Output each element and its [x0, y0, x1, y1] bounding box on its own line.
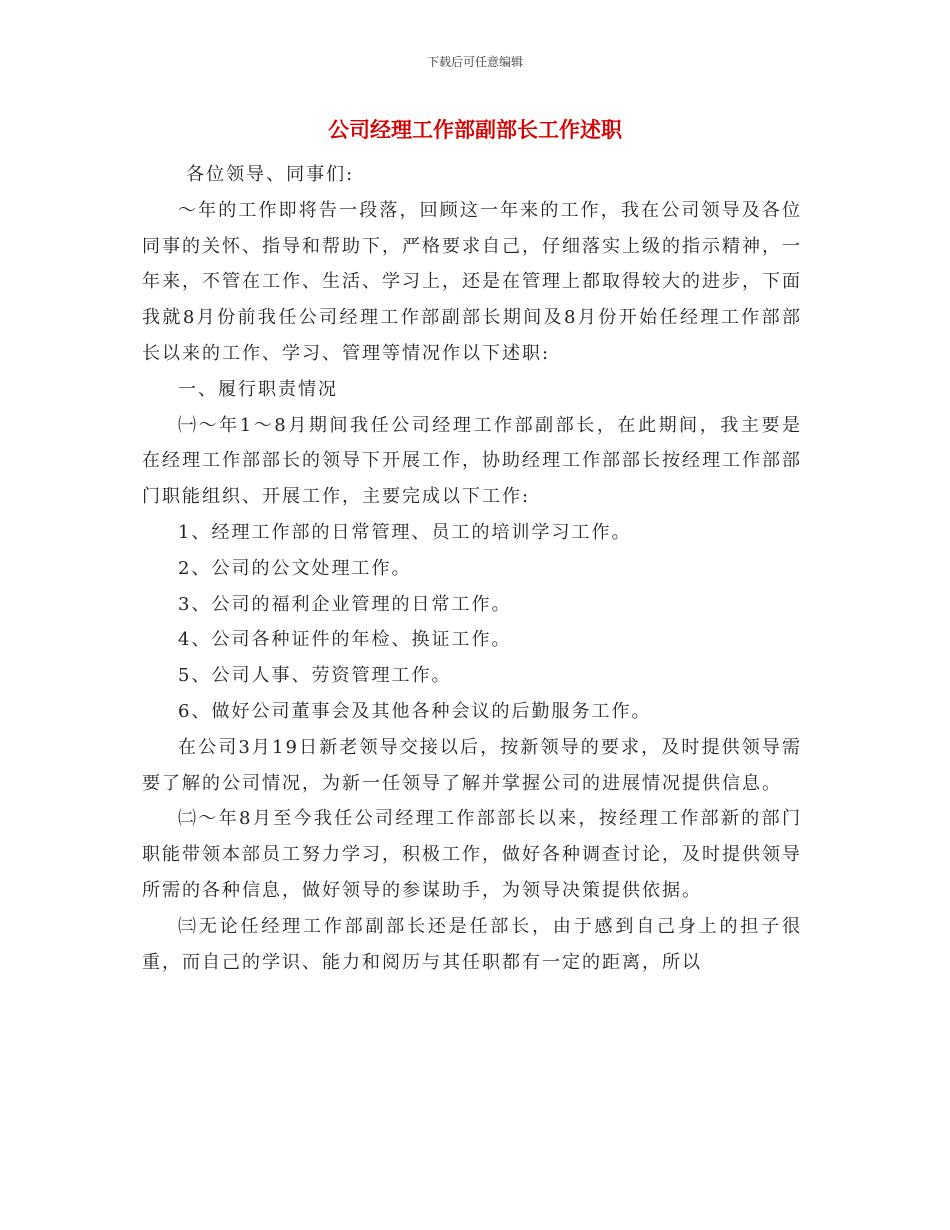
- document-body: [142, 157, 802, 980]
- list-item-5: 5、公司人事、劳资管理工作。: [178, 665, 452, 687]
- section-heading: 一、履行职责情况: [178, 378, 338, 400]
- paragraph-part-1: ㈠～年1～8月期间我任公司经理工作部副部长，在此期间，我主要是在经理工作部部长的领导下开展工作，协助经理工作部部长按经理工作部部门职能组织、开展工作，主要完成以下工作:: [142, 414, 802, 508]
- list-item-6: 6、做好公司董事会及其他各种会议的后勤服务工作。: [178, 700, 652, 722]
- list-item-4: 4、公司各种证件的年检、换证工作。: [178, 629, 512, 651]
- list-item-3: 3、公司的福利企业管理的日常工作。: [178, 593, 512, 615]
- list-item-2: 2、公司的公文处理工作。: [178, 557, 412, 579]
- page-header-note: 下载后可任意编辑: [426, 55, 523, 69]
- document-title: 公司经理工作部副部长工作述职: [328, 118, 622, 142]
- intro-paragraph: ～年的工作即将告一段落，回顾这一年来的工作，我在公司领导及各位同事的关怀、指导和帮助下，严格要求自己，仔细落实上级的指示精神，一年来，不管在工作、生活、学习上，还是在管理上都取得较大的进步，下面我就8月份前我任公司经理工作部副部长期间及8月份开始任经理工作部部长以来的工作、学习、管理等情况作以下述职:: [142, 199, 802, 364]
- paragraph-handover: 在公司3月19日新老领导交接以后，按新领导的要求，及时提供领导需要了解的公司情况，为新一任领导了解并掌握公司的进展情况提供信息。: [142, 736, 802, 794]
- list-item-1: 1、经理工作部的日常管理、员工的培训学习工作。: [178, 521, 632, 543]
- paragraph-part-3: ㈢无论任经理工作部副部长还是任部长，由于感到自己身上的担子很重，而自己的学识、能力和阅历与其任职都有一定的距离，所以: [142, 915, 802, 973]
- salutation: 各位领导、同事们:: [186, 164, 355, 185]
- paragraph-part-2: ㈡～年8月至今我任公司经理工作部部长以来，按经理工作部新的部门职能带领本部员工努力学习，积极工作，做好各种调查讨论，及时提供领导所需的各种信息，做好领导的参谋助手，为领导决策提供依据。: [142, 808, 802, 901]
